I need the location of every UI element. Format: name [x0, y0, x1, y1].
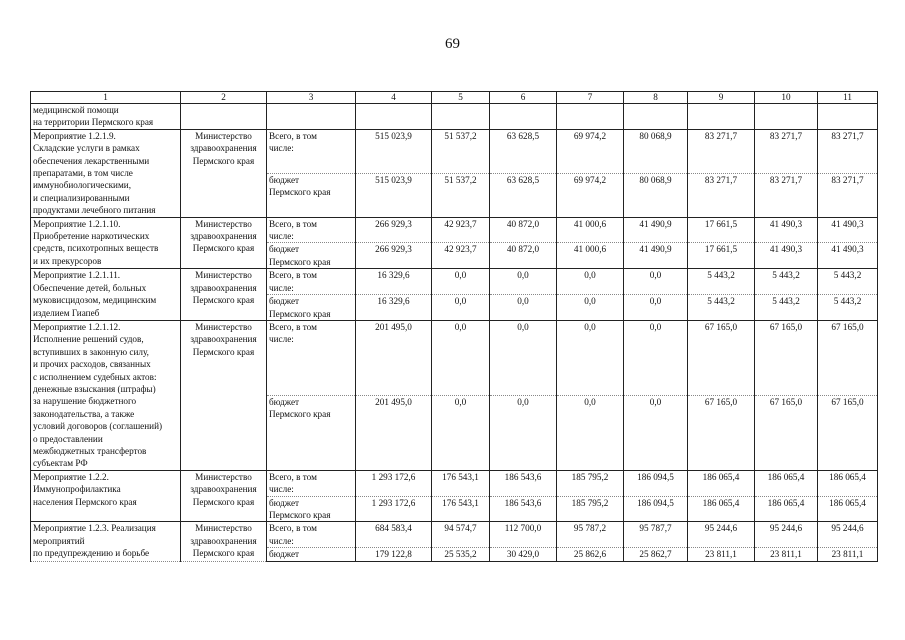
amount-cell: 5 443,2 [818, 269, 878, 295]
text-line: Пермского края [192, 548, 255, 559]
amount-cell: 42 923,7 [432, 217, 490, 243]
executor-cell [181, 129, 267, 217]
amount-cell: 42 923,7 [432, 243, 490, 269]
table-row [31, 269, 878, 295]
amount-cell [624, 104, 688, 130]
text-line: бюджет [269, 174, 300, 185]
table-row [31, 522, 878, 548]
amount-cell: 684 583,4 [356, 522, 432, 548]
text-line: Министерство [195, 270, 252, 281]
amount-cell [818, 104, 878, 130]
executor-cell [181, 470, 267, 522]
amount-cell: 83 271,7 [755, 173, 818, 217]
amount-cell: 41 000,6 [557, 217, 624, 243]
text-line: денежные взыскания (штрафы) [33, 383, 156, 394]
funding-source-cell [267, 104, 356, 130]
text-line: о предоставлении [33, 433, 103, 444]
funding-source-cell [267, 129, 356, 173]
amount-cell: 186 065,4 [755, 496, 818, 522]
amount-cell: 41 490,9 [624, 217, 688, 243]
text-line: числе: [269, 282, 294, 293]
amount-cell: 63 628,5 [490, 173, 557, 217]
amount-cell: 0,0 [432, 320, 490, 395]
text-line: законодательства, а также [33, 408, 135, 419]
text-line: Министерство [195, 321, 252, 332]
amount-cell: 23 811,1 [755, 548, 818, 561]
amount-cell: 0,0 [432, 395, 490, 470]
text-line: Всего, в том [269, 321, 317, 332]
text-line: межбюджетных трансфертов [33, 445, 147, 456]
text-line: Обеспечение детей, больных [33, 282, 147, 293]
amount-cell: 5 443,2 [688, 269, 755, 295]
text-line: средств, психотропных веществ [33, 243, 159, 254]
column-number: 9 [688, 92, 755, 104]
amount-cell: 41 490,3 [755, 217, 818, 243]
amount-cell: 0,0 [432, 295, 490, 321]
amount-cell: 0,0 [624, 320, 688, 395]
column-number: 5 [432, 92, 490, 104]
text-line: бюджет [269, 244, 300, 255]
amount-cell: 0,0 [624, 295, 688, 321]
amount-cell: 0,0 [557, 320, 624, 395]
text-line: числе: [269, 231, 294, 242]
text-line: Пермского края [269, 409, 331, 420]
text-line: условий договоров (соглашений) [33, 421, 163, 432]
executor-cell [181, 522, 267, 561]
executor-cell [181, 269, 267, 321]
amount-cell: 41 490,3 [755, 243, 818, 269]
amount-cell: 0,0 [432, 269, 490, 295]
amount-cell: 0,0 [490, 295, 557, 321]
text-line: бюджет [269, 497, 300, 508]
text-line: муковисцидозом, медицинским [33, 295, 157, 306]
text-line: Пермского края [192, 346, 255, 357]
amount-cell: 0,0 [557, 395, 624, 470]
text-line: на территории Пермского края [33, 117, 154, 128]
amount-cell: 23 811,1 [688, 548, 755, 561]
amount-cell: 83 271,7 [818, 173, 878, 217]
text-line: препаратами, в том числе [33, 168, 133, 179]
text-line: Пермского края [269, 308, 331, 319]
amount-cell: 0,0 [557, 269, 624, 295]
text-line: Пермского края [192, 155, 255, 166]
measure-name-cell [31, 320, 181, 470]
amount-cell: 25 862,6 [557, 548, 624, 561]
funding-source-cell [267, 496, 356, 522]
column-number: 8 [624, 92, 688, 104]
funding-source-cell [267, 173, 356, 217]
amount-cell: 80 068,9 [624, 173, 688, 217]
funding-source-cell [267, 470, 356, 496]
funding-source-cell [267, 217, 356, 243]
column-number: 3 [267, 92, 356, 104]
text-line: Пермского края [269, 256, 331, 267]
amount-cell: 95 787,7 [624, 522, 688, 548]
amount-cell: 16 329,6 [356, 269, 432, 295]
amount-cell: 94 574,7 [432, 522, 490, 548]
amount-cell: 186 065,4 [818, 470, 878, 496]
column-number: 1 [31, 92, 181, 104]
amount-cell: 186 543,6 [490, 496, 557, 522]
text-line: и специализированными [33, 192, 130, 203]
amount-cell: 186 094,5 [624, 496, 688, 522]
column-number: 2 [181, 92, 267, 104]
text-line: Министерство [195, 471, 252, 482]
amount-cell: 176 543,1 [432, 496, 490, 522]
text-line: Иммунопрофилактика [33, 484, 121, 495]
text-line: числе: [269, 143, 294, 154]
amount-cell: 186 065,4 [818, 496, 878, 522]
amount-cell: 5 443,2 [818, 295, 878, 321]
text-line: и прочих расходов, связанных [33, 359, 151, 370]
amount-cell: 83 271,7 [755, 129, 818, 173]
amount-cell: 67 165,0 [755, 395, 818, 470]
amount-cell: 51 537,2 [432, 129, 490, 173]
amount-cell: 83 271,7 [818, 129, 878, 173]
table-row [31, 217, 878, 243]
text-line: Мероприятие 1.2.3. Реализация [33, 523, 156, 534]
column-number-row [31, 92, 878, 104]
text-line: Пермского края [269, 187, 331, 198]
executor-cell [181, 320, 267, 470]
amount-cell: 69 974,2 [557, 173, 624, 217]
amount-cell: 41 490,3 [818, 243, 878, 269]
amount-cell: 5 443,2 [755, 269, 818, 295]
table-body [31, 92, 878, 562]
executor-cell [181, 104, 267, 130]
amount-cell [557, 104, 624, 130]
amount-cell [755, 104, 818, 130]
text-line: Мероприятие 1.2.1.11. [33, 270, 121, 281]
text-line: здравоохранения [190, 334, 257, 345]
amount-cell: 5 443,2 [755, 295, 818, 321]
text-line: субъектам РФ [33, 458, 88, 469]
amount-cell: 201 495,0 [356, 395, 432, 470]
funding-source-cell [267, 395, 356, 470]
measure-name-cell [31, 522, 181, 561]
amount-cell: 23 811,1 [818, 548, 878, 561]
amount-cell: 201 495,0 [356, 320, 432, 395]
text-line: по предупреждению и борьбе [33, 548, 150, 559]
executor-cell [181, 217, 267, 269]
text-line: Складские услуги в рамках [33, 143, 140, 154]
amount-cell: 17 661,5 [688, 243, 755, 269]
text-line: Министерство [195, 523, 252, 534]
text-line: здравоохранения [190, 143, 257, 154]
text-line: числе: [269, 484, 294, 495]
text-line: населения Пермского края [33, 496, 137, 507]
text-line: Исполнение решений судов, [33, 334, 144, 345]
amount-cell: 0,0 [490, 395, 557, 470]
text-line: бюджет [269, 396, 300, 407]
amount-cell: 0,0 [557, 295, 624, 321]
text-line: Мероприятие 1.2.1.9. [33, 130, 116, 141]
amount-cell: 25 862,7 [624, 548, 688, 561]
text-line: и их прекурсоров [33, 255, 102, 266]
funding-source-cell [267, 269, 356, 295]
column-number: 7 [557, 92, 624, 104]
text-line: Всего, в том [269, 471, 317, 482]
text-line: Пермского края [192, 496, 255, 507]
funding-source-cell [267, 243, 356, 269]
column-number: 6 [490, 92, 557, 104]
amount-cell [490, 104, 557, 130]
amount-cell: 40 872,0 [490, 243, 557, 269]
table-row [31, 129, 878, 173]
text-line: Мероприятие 1.2.1.12. [33, 321, 121, 332]
amount-cell: 67 165,0 [818, 320, 878, 395]
text-line: Всего, в том [269, 523, 317, 534]
text-line: с исполнением судебных актов: [33, 371, 157, 382]
text-line: мероприятий [33, 535, 85, 546]
amount-cell: 179 122,8 [356, 548, 432, 561]
amount-cell: 17 661,5 [688, 217, 755, 243]
amount-cell: 80 068,9 [624, 129, 688, 173]
amount-cell: 16 329,6 [356, 295, 432, 321]
text-line: медицинской помощи [33, 105, 119, 115]
amount-cell: 1 293 172,6 [356, 470, 432, 496]
measure-name-cell [31, 104, 181, 130]
amount-cell: 185 795,2 [557, 496, 624, 522]
amount-cell: 266 929,3 [356, 217, 432, 243]
text-line: Пермского края [192, 243, 255, 254]
text-line: изделием Гиапеб [33, 307, 100, 318]
amount-cell: 0,0 [624, 395, 688, 470]
amount-cell: 515 023,9 [356, 129, 432, 173]
measure-name-cell [31, 470, 181, 522]
column-number: 4 [356, 92, 432, 104]
text-line: обеспечения лекарственными [33, 155, 150, 166]
amount-cell [432, 104, 490, 130]
text-line: Всего, в том [269, 130, 317, 141]
amount-cell: 67 165,0 [755, 320, 818, 395]
column-number: 10 [755, 92, 818, 104]
amount-cell: 63 628,5 [490, 129, 557, 173]
text-line: Министерство [195, 130, 252, 141]
text-line: здравоохранения [190, 231, 257, 242]
page-number: 69 [445, 36, 460, 52]
text-line: Всего, в том [269, 218, 317, 229]
column-number: 11 [818, 92, 878, 104]
amount-cell: 67 165,0 [818, 395, 878, 470]
text-line: Всего, в том [269, 270, 317, 281]
amount-cell: 83 271,7 [688, 173, 755, 217]
amount-cell: 95 787,2 [557, 522, 624, 548]
text-line: числе: [269, 535, 294, 546]
text-line: за нарушение бюджетного [33, 396, 137, 407]
amount-cell: 1 293 172,6 [356, 496, 432, 522]
text-line: бюджет [269, 549, 300, 560]
text-line: продуктами лечебного питания [33, 205, 156, 216]
amount-cell: 0,0 [624, 269, 688, 295]
text-line: здравоохранения [190, 484, 257, 495]
text-line: здравоохранения [190, 282, 257, 293]
text-line: числе: [269, 334, 294, 345]
text-line: вступивших в законную силу, [33, 346, 149, 357]
funding-source-cell [267, 320, 356, 395]
amount-cell: 186 065,4 [688, 470, 755, 496]
funding-source-cell [267, 295, 356, 321]
measure-name-cell [31, 269, 181, 321]
text-line: иммунобиологическими, [33, 180, 131, 191]
text-line: бюджет [269, 296, 300, 307]
amount-cell: 186 065,4 [688, 496, 755, 522]
funding-source-cell [267, 522, 356, 548]
amount-cell: 95 244,6 [688, 522, 755, 548]
amount-cell: 40 872,0 [490, 217, 557, 243]
text-line: Мероприятие 1.2.2. [33, 471, 109, 482]
amount-cell: 95 244,6 [818, 522, 878, 548]
amount-cell [688, 104, 755, 130]
amount-cell: 185 795,2 [557, 470, 624, 496]
amount-cell: 266 929,3 [356, 243, 432, 269]
text-line: Пермского края [192, 295, 255, 306]
amount-cell: 95 244,6 [755, 522, 818, 548]
table-row [31, 320, 878, 395]
amount-cell: 186 094,5 [624, 470, 688, 496]
table-row [31, 104, 878, 130]
amount-cell: 30 429,0 [490, 548, 557, 561]
amount-cell: 67 165,0 [688, 320, 755, 395]
amount-cell: 186 543,6 [490, 470, 557, 496]
text-line: Приобретение наркотических [33, 231, 150, 242]
text-line: Пермского края [269, 510, 331, 520]
amount-cell [356, 104, 432, 130]
amount-cell: 0,0 [490, 269, 557, 295]
amount-cell: 41 490,3 [818, 217, 878, 243]
amount-cell: 51 537,2 [432, 173, 490, 217]
measure-name-cell [31, 217, 181, 269]
amount-cell: 25 535,2 [432, 548, 490, 561]
text-line: Мероприятие 1.2.1.10. [33, 218, 121, 229]
amount-cell: 83 271,7 [688, 129, 755, 173]
amount-cell: 515 023,9 [356, 173, 432, 217]
text-line: Министерство [195, 218, 252, 229]
funding-source-cell [267, 548, 356, 561]
table-row [31, 470, 878, 496]
budget-table [30, 91, 878, 562]
amount-cell: 0,0 [490, 320, 557, 395]
amount-cell: 176 543,1 [432, 470, 490, 496]
amount-cell: 69 974,2 [557, 129, 624, 173]
measure-name-cell [31, 129, 181, 217]
amount-cell: 5 443,2 [688, 295, 755, 321]
amount-cell: 67 165,0 [688, 395, 755, 470]
amount-cell: 41 490,9 [624, 243, 688, 269]
amount-cell: 186 065,4 [755, 470, 818, 496]
text-line: здравоохранения [190, 535, 257, 546]
amount-cell: 112 700,0 [490, 522, 557, 548]
amount-cell: 41 000,6 [557, 243, 624, 269]
